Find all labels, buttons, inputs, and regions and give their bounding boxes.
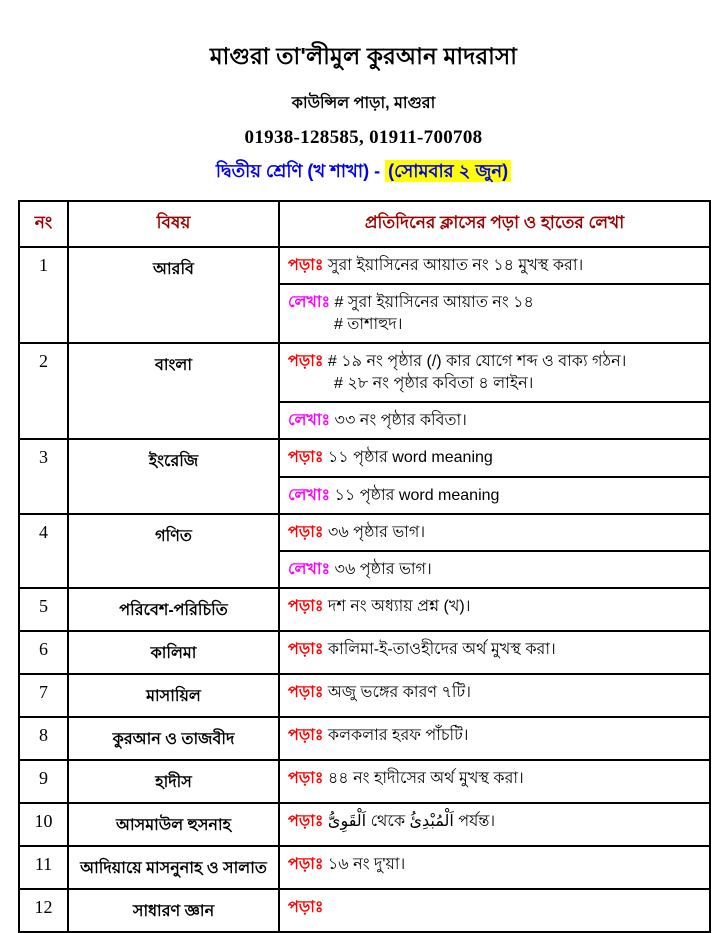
table-row: [19, 674, 710, 717]
table-row: [19, 760, 710, 803]
table-row: [19, 247, 710, 284]
class-name: দ্বিতীয় শ্রেণি (খ শাখা) -: [215, 161, 386, 181]
read-cell: [279, 760, 710, 803]
lesson-text: # সুরা ইয়াসিনের আয়াত নং ১৪: [330, 294, 534, 312]
read-cell: [279, 803, 710, 846]
read-cell: [279, 631, 710, 674]
row-number: 5: [19, 588, 68, 631]
read-cell: [279, 247, 710, 284]
row-number: 1: [19, 247, 68, 343]
column-header-lesson: প্রতিদিনের ক্লাসের পড়া ও হাতের লেখা: [279, 201, 710, 247]
read-label: পড়া: [288, 855, 324, 873]
phone-numbers: 01938-128585, 01911-700708: [244, 127, 483, 148]
read-label: পড়া: [288, 257, 324, 274]
date-highlight: (সোমবার ২ জুন): [385, 160, 511, 182]
write-label: লেখা: [288, 412, 331, 430]
lesson-text: ৩৬ পৃষ্ঠার ভাগ।: [330, 560, 432, 578]
subject-cell: মাসায়িল: [68, 674, 279, 717]
row-number: 9: [19, 760, 68, 803]
row-number: 2: [19, 343, 68, 439]
subject-cell: কুরআন ও তাজবীদ: [68, 717, 279, 760]
lesson-text: কালিমা-ই-তাওহীদের অর্থ মুখস্থ করা।: [323, 640, 556, 658]
read-label: পড়া: [288, 683, 324, 701]
lesson-text-continued: # ২৮ নং পৃষ্ঠার কবিতা ৪ লাইন।: [334, 375, 534, 393]
subject-cell: গণিত: [68, 514, 279, 588]
class-section-line: [0, 157, 727, 188]
row-number: 3: [19, 439, 68, 513]
row-number: 6: [19, 631, 68, 674]
table-row: [19, 846, 710, 889]
subject-cell: বাংলা: [68, 343, 279, 439]
lesson-text: সুরা ইয়াসিনের আয়াত নং ১৪ মুখস্থ করা।: [323, 257, 584, 274]
table-row: [19, 514, 710, 551]
lesson-text: কলকলার হরফ পাঁচটি।: [323, 726, 469, 744]
homework-table: [18, 200, 711, 933]
read-label: পড়া: [288, 898, 324, 916]
madrasa-title: মাগুরা তা'লীমুল কুরআন মাদরাসা: [209, 43, 518, 69]
lesson-text: ৪৪ নং হাদীসের অর্থ মুখস্থ করা।: [323, 769, 524, 787]
document-header: [0, 0, 727, 188]
row-number: 7: [19, 674, 68, 717]
read-label: পড়া: [288, 523, 324, 541]
subject-cell: পরিবেশ-পরিচিতি: [68, 588, 279, 631]
table-header-row: [19, 201, 710, 247]
lesson-text: দশ নং অধ্যায় প্রশ্ন (খ)।: [323, 597, 471, 615]
lesson-text: অজু ভঙ্গের কারণ ৭টি।: [323, 683, 471, 701]
read-label: পড়া: [288, 726, 324, 744]
read-cell: [279, 439, 710, 476]
row-number: 12: [19, 889, 68, 932]
read-label: পড়া: [288, 769, 324, 787]
read-label: পড়া: [288, 597, 324, 615]
lesson-text: اَلْقَوِىُّ থেকে اَلْمُبْدِئُ পর্যন্ত।: [323, 812, 496, 830]
table-row: [19, 803, 710, 846]
row-number: 11: [19, 846, 68, 889]
table-row: [19, 588, 710, 631]
lesson-text: ৩৬ পৃষ্ঠার ভাগ।: [323, 523, 426, 541]
table-row: [19, 717, 710, 760]
read-label: পড়া: [288, 812, 324, 830]
lesson-text: ১১ পৃষ্ঠার word meaning: [323, 449, 493, 467]
subject-cell: হাদীস: [68, 760, 279, 803]
subject-cell: আদিয়ায়ে মাসনুনাহ ও সালাত: [68, 846, 279, 889]
lesson-text-continued: # তাশাহুদ।: [334, 316, 403, 334]
table-row: [19, 439, 710, 476]
write-cell: [279, 402, 710, 439]
row-number: 4: [19, 514, 68, 588]
subject-cell: কালিমা: [68, 631, 279, 674]
read-cell: [279, 514, 710, 551]
table-row: [19, 889, 710, 932]
read-label: পড়া: [288, 449, 324, 467]
write-cell: [279, 284, 710, 343]
lesson-text: # ১৯ নং পৃষ্ঠার (/) কার যোগে শব্দ ও বাক্য গঠন।: [323, 353, 627, 371]
read-cell: [279, 889, 710, 932]
lesson-text: ১৬ নং দু'য়া।: [323, 855, 406, 873]
write-label: লেখা: [288, 560, 331, 578]
write-label: লেখা: [288, 294, 331, 312]
subject-cell: ইংরেজি: [68, 439, 279, 513]
subject-cell: আরবি: [68, 247, 279, 343]
table-row: [19, 343, 710, 402]
write-cell: [279, 477, 710, 514]
column-header-subject: বিষয়: [68, 201, 279, 247]
read-label: পড়া: [288, 640, 324, 658]
read-cell: [279, 846, 710, 889]
table-row: [19, 631, 710, 674]
row-number: 8: [19, 717, 68, 760]
write-cell: [279, 551, 710, 588]
subject-cell: সাধারণ জ্ঞান: [68, 889, 279, 932]
subject-cell: আসমাউল হুসনাহ: [68, 803, 279, 846]
read-cell: [279, 588, 710, 631]
read-cell: [279, 674, 710, 717]
write-label: লেখা: [288, 486, 331, 504]
read-label: পড়া: [288, 353, 324, 371]
column-header-no: নং: [19, 201, 68, 247]
lesson-text: ৩৩ নং পৃষ্ঠার কবিতা।: [330, 412, 467, 430]
read-cell: [279, 343, 710, 402]
lesson-text: ১১ পৃষ্ঠার word meaning: [330, 486, 500, 504]
row-number: 10: [19, 803, 68, 846]
read-cell: [279, 717, 710, 760]
madrasa-address: কাউন্সিল পাড়া, মাগুরা: [291, 95, 436, 112]
